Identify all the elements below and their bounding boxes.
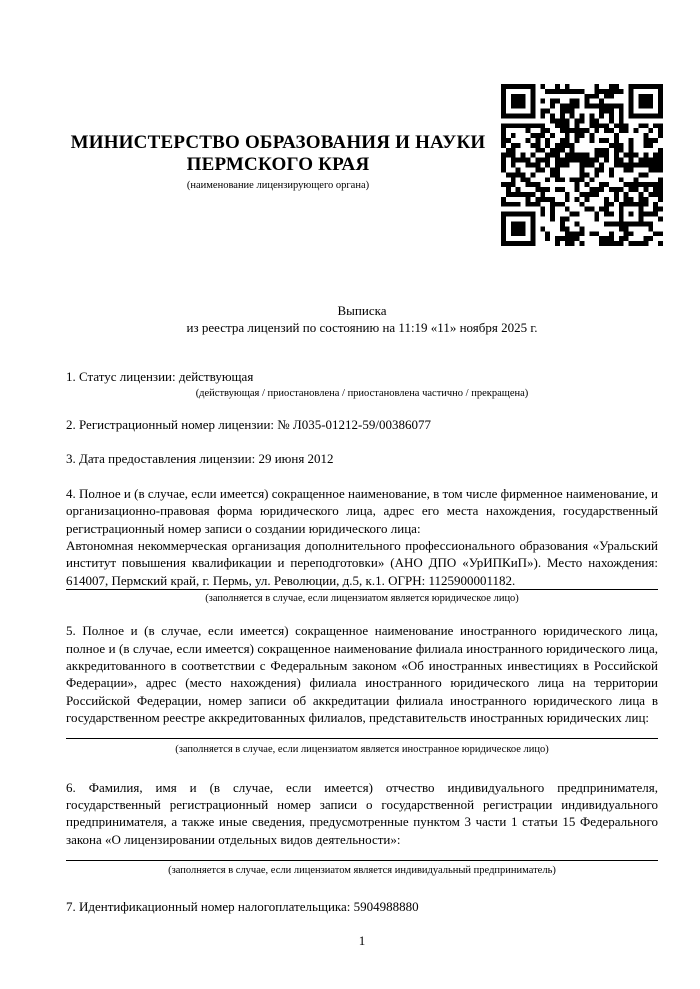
license-status-caption: (действующая / приостановлена / приостановлена частично / прекращена) [195, 388, 529, 400]
section-legal-entity [66, 485, 658, 606]
document-title-line2: из реестра лицензий по состоянию на 11:19 «11» ноября 2025 г. [186, 320, 538, 335]
page-number: 1 [358, 932, 366, 948]
ministry-name-caption: (наименование лицензирующего органа) [186, 180, 370, 191]
ministry-name-line1: МИНИСТЕРСТВО ОБРАЗОВАНИЯ И НАУКИ [70, 132, 486, 153]
section-license-status [66, 368, 658, 401]
entrepreneur-fill-line [66, 860, 658, 861]
legal-entity-value: Автономная некоммерческая организация дополнительного профессионального образования «Уральский институт повышения квалификации и переподготовки» (АНО ДПО «УрИПКиП»). Место нахождения: 614007, Пермский край, г. Пермь, ул. Революции, д.5, к.1. ОГРН: 1125900001182. [66, 537, 658, 588]
entrepreneur-caption: (заполняется в случае, если лицензиатом является индивидуальный предприниматель) [168, 865, 556, 877]
entrepreneur-description: 6. Фамилия, имя и (в случае, если имеется) отчество индивидуального предпринимателя, государственный регистрационный номер записи о государственной регистрации индивидуального предпринимателя, а также иные сведения, предусмотренные пунктом 3 части 1 статьи 15 Федерального закона «О лицензировании отдельных видов деятельности»: [66, 779, 658, 847]
licensing-authority-block [66, 132, 490, 192]
legal-entity-caption: (заполняется в случае, если лицензиатом является юридическое лицо) [205, 593, 519, 605]
document-title-line1: Выписка [337, 303, 387, 318]
document-body [66, 302, 658, 949]
legal-entity-description: 4. Полное и (в случае, если имеется) сокращенное наименование, в том числе фирменное наименование, и организационно-правовая форма юридического лица, адрес его места нахождения, государственный регистрационный номер записи о создании юридического лица: [66, 485, 658, 536]
ministry-name-line2: ПЕРМСКОГО КРАЯ [186, 154, 370, 175]
grant-date-text: 3. Дата предоставления лицензии: 29 июня 2012 [66, 450, 334, 466]
taxpayer-number-text: 7. Идентификационный номер налогоплательщика: 5904988880 [66, 899, 419, 915]
foreign-entity-description: 5. Полное и (в случае, если имеется) сокращенное наименование иностранного юридического лица, полное и (в случае, если имеется) сокращенное наименование филиала иностранного юридического лица, аккредитованного в соответствии с Федеральным законом «Об иностранных инвестициях в Российской Федерации», адрес (место нахождения) филиала иностранного юридического лица на территории Российской Федерации, номер записи об аккредитации филиала иностранного юридического лица в государственном реестре аккредитованных филиалов, представительств иностранных юридических лиц: [66, 623, 658, 726]
section-individual-entrepreneur [66, 779, 658, 879]
foreign-entity-caption: (заполняется в случае, если лицензиатом является иностранное юридическое лицо) [175, 743, 549, 755]
section-taxpayer-number [66, 898, 658, 915]
foreign-entity-fill-line [66, 738, 658, 739]
section-registration-number [66, 416, 658, 433]
document-footer [66, 932, 658, 949]
qr-code-icon [501, 84, 663, 246]
section-grant-date [66, 450, 658, 467]
license-status-text: 1. Статус лицензии: действующая [66, 369, 254, 384]
legal-entity-fill-line [66, 589, 658, 590]
document-title [66, 302, 658, 336]
registration-number-text: 2. Регистрационный номер лицензии: № Л035-01212-59/00386077 [66, 417, 432, 433]
section-foreign-entity [66, 622, 658, 756]
